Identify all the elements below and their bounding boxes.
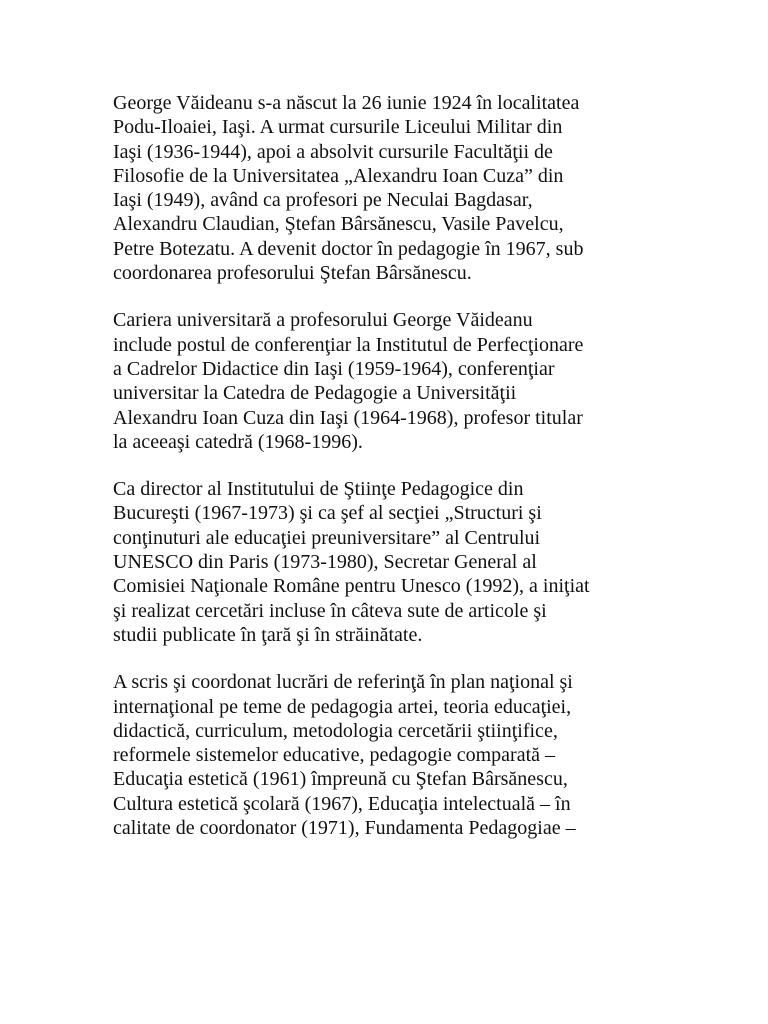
text-line: conţinuturi ale educaţiei preuniversitare” al Centrului [113, 526, 541, 549]
text-line: Alexandru Claudian, Ştefan Bârsănescu, Vasile Pavelcu, [113, 213, 564, 236]
text-line: Bucureşti (1967-1973) şi ca şef al secţiei „Structuri şi [113, 502, 542, 525]
text-line: şi realizat cercetări incluse în câteva sute de articole şi [113, 599, 547, 622]
text-line: Educaţia estetică (1961) împreună cu Ştefan Bârsănescu, [113, 768, 568, 791]
text-line: didactică, curriculum, metodologia cercetării ştiinţifice, [113, 719, 558, 742]
text-line: Podu-Iloaiei, Iaşi. A urmat cursurile Liceului Militar din [113, 116, 563, 139]
text-line: Iaşi (1936-1944), apoi a absolvit cursurile Facultăţii de [113, 140, 553, 163]
text-line: Iaşi (1949), având ca profesori pe Neculai Bagdasar, [113, 189, 533, 212]
text-line: la aceeaşi catedră (1968-1996). [113, 430, 363, 453]
text-line: calitate de coordonator (1971), Fundamenta Pedagogiae – [113, 817, 576, 840]
text-line: UNESCO din Paris (1973-1980), Secretar General al [113, 551, 537, 574]
paragraph-academic-career [113, 308, 673, 454]
text-line: universitar la Catedra de Pedagogie a Universităţii [113, 382, 517, 405]
document-body [113, 91, 673, 863]
text-line: studii publicate în ţară şi în străinătate. [113, 623, 423, 646]
text-line: George Văideanu s-a născut la 26 iunie 1924 în localitatea [113, 92, 580, 114]
text-line: include postul de conferenţiar la Institutul de Perfecţionare [113, 333, 584, 356]
text-line: Alexandru Ioan Cuza din Iaşi (1964-1968), profesor titular [113, 406, 583, 429]
paragraph-director-role [113, 477, 673, 647]
text-line: Filosofie de la Universitatea „Alexandru Ioan Cuza” din [113, 164, 564, 187]
text-line: reformele sistemelor educative, pedagogie comparată – [113, 744, 556, 767]
text-line: Cariera universitară a profesorului George Văideanu [113, 309, 533, 332]
text-line: internaţional pe teme de pedagogia artei, teoria educaţiei, [113, 695, 572, 718]
paragraph-publications [113, 670, 673, 840]
text-line: a Cadrelor Didactice din Iaşi (1959-1964), conferenţiar [113, 357, 555, 380]
text-line: coordonarea profesorului Ştefan Bârsănescu. [113, 262, 472, 285]
text-line: Ca director al Institutului de Ştiinţe Pedagogice din [113, 478, 524, 501]
paragraph-biography [113, 91, 673, 285]
text-line: A scris şi coordonat lucrări de referinţă în plan naţional şi [113, 671, 573, 694]
text-line: Petre Botezatu. A devenit doctor în pedagogie în 1967, sub [113, 237, 584, 260]
text-line: Comisiei Naţionale Române pentru Unesco (1992), a iniţiat [113, 575, 590, 598]
text-line: Cultura estetică şcolară (1967), Educaţia intelectuală – în [113, 792, 571, 815]
